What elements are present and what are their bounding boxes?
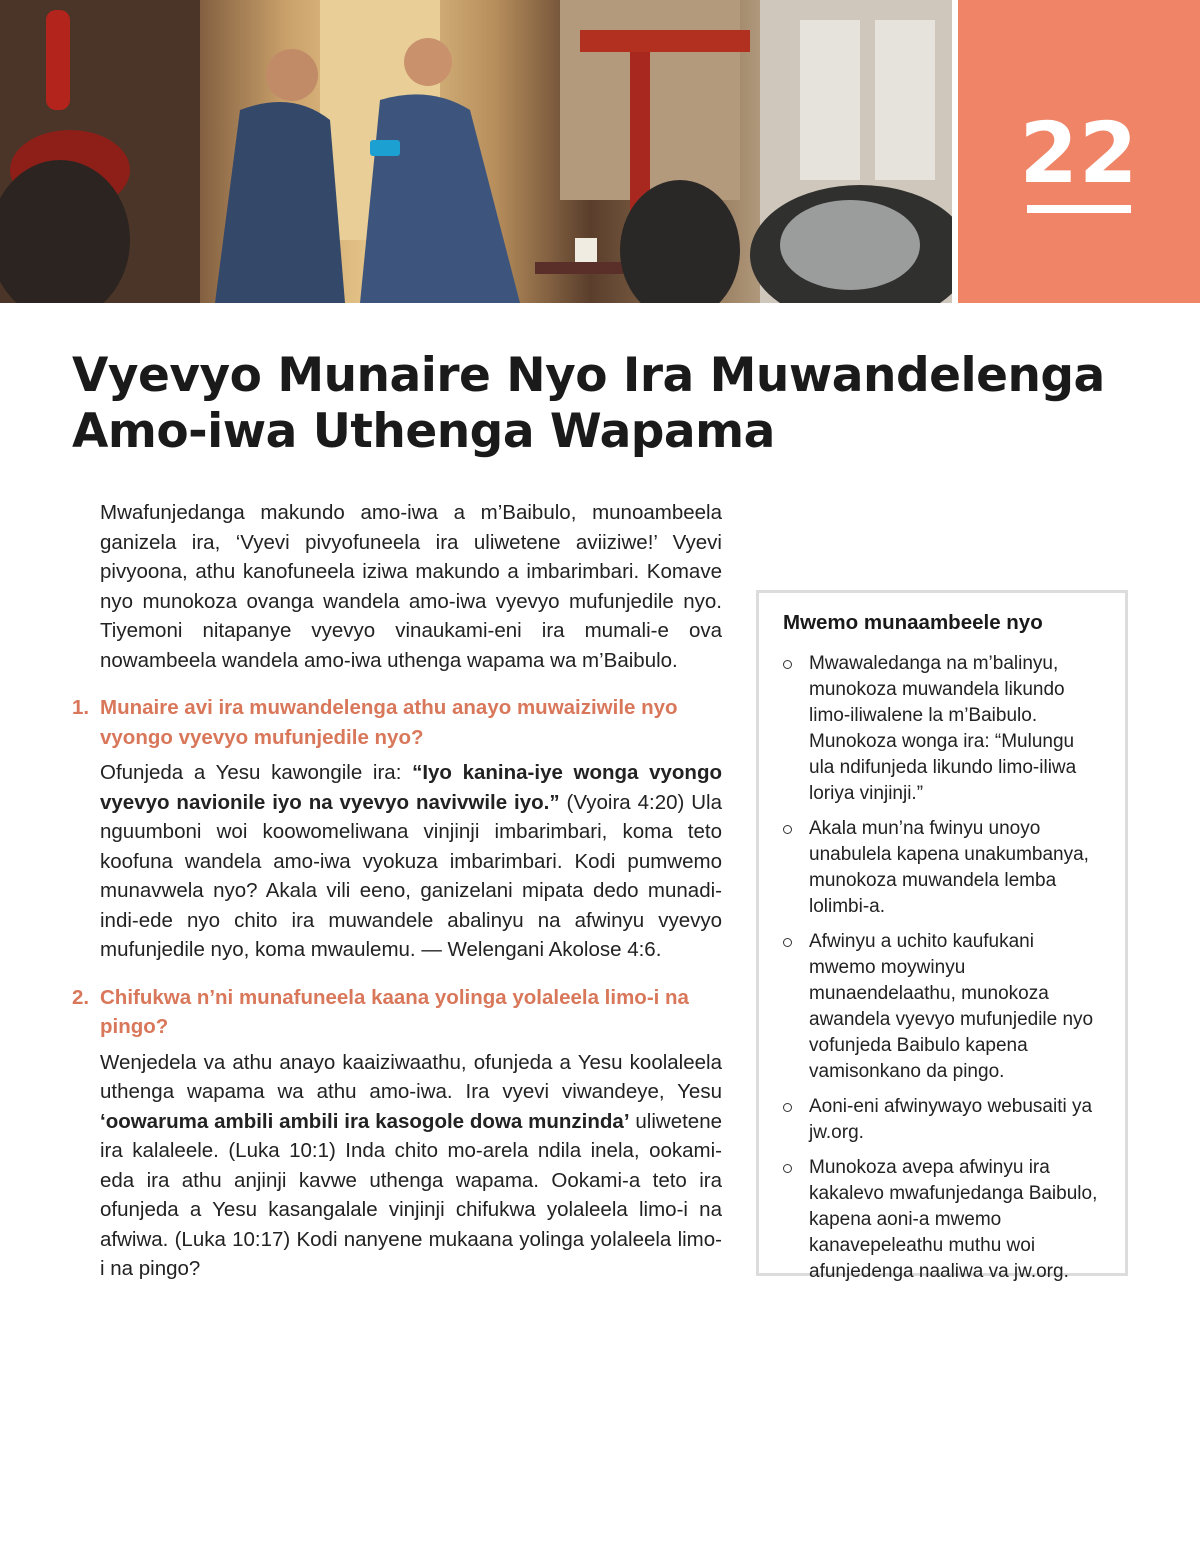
chapter-number: 22 xyxy=(1019,104,1139,202)
bullet-circle-icon xyxy=(783,660,792,669)
page-title: Vyevyo Munaire Nyo Ira Muwandelenga Amo-iwa Uthenga Wapama xyxy=(72,348,1105,459)
bullet-circle-icon xyxy=(783,1103,792,1112)
answer-quote: “Iyo kanina-iye wonga vyongo vyevyo navionile iyo na vyevyo navivwile iyo.” xyxy=(100,761,723,814)
tips-heading: Mwemo munaambeele nyo xyxy=(783,611,1043,634)
tips-list xyxy=(783,651,1101,1285)
bullet-circle-icon xyxy=(783,938,792,947)
list-item xyxy=(783,929,1101,1085)
question-heading xyxy=(72,693,722,752)
tip-text: Munokoza avepa afwinyu ira kakalevo mwafunjedanga Baibulo, kapena aoni-a mwemo kanavepeleathu muthu woi afunjedenga naaliwa va jw.org. xyxy=(809,1157,1098,1282)
list-item xyxy=(783,1094,1101,1146)
answer-paragraph xyxy=(100,758,722,965)
chapter-underline xyxy=(1027,205,1131,213)
garage-scene-illustration xyxy=(0,0,952,303)
answer-text: Wenjedela va athu anayo kaaiziwaathu, ofunjeda a Yesu koolaleela uthenga wapama wa athu amo-iwa. Ira vyevi viwandeye, Yesu xyxy=(100,1050,722,1103)
tip-text: Afwinyu a uchito kaufukani mwemo moywinyu munaendelaathu, munokoza awandela vyevyo mufunjedile nyo vofunjeda Baibulo kapena vamisonkano da pingo. xyxy=(809,931,1094,1082)
bullet-circle-icon xyxy=(783,825,792,834)
main-column xyxy=(72,498,722,1284)
list-item xyxy=(783,651,1101,807)
list-item xyxy=(783,816,1101,920)
question-section-2 xyxy=(72,983,722,1284)
list-item xyxy=(783,1155,1101,1285)
tips-box xyxy=(756,590,1128,1282)
intro-paragraph: Mwafunjedanga makundo amo-iwa a m’Baibulo, munoambeela ganizela ira, ‘Vyevi pivyofuneela ira uliwetene aviiziwe!’ Vyevi pivyoona, athu kanofuneela iziwa makundo a imbarimbari. Komave nyo munokoza ovanga wandela amo-iwa vyevyo mufunjedile nyo. Tiyemoni nitapanye vyevyo vinaukami-eni ira mumali-e ova nowambeela wandela amo-iwa uthenga wapama wa m’Baibulo. xyxy=(100,501,722,672)
header-photo xyxy=(0,0,952,303)
answer-paragraph xyxy=(100,1048,722,1284)
answer-quote: ‘oowaruma ambili ambili ira kasogole dowa munzinda’ xyxy=(100,1109,630,1133)
chapter-badge xyxy=(958,0,1200,303)
answer-text: uliwetene ira kalaleele. (Luka 10:1) Inda chito mo-arela ndila inela, ookami-eda ira athu anjinji kavwe uthenga wapama. Ookami-a teto ira ofunjeda a Yesu kasangalale vinjinji chifukwa yolaleela limo-i na afwiwa. (Luka 10:17) Kodi nanyene mukaana yolinga yolaleela limo-i na pingo? xyxy=(100,1109,723,1280)
tip-text: Akala mun’na fwinyu unoyo unabulela kapena unakumbanya, munokoza muwandela lemba lolimbi-a. xyxy=(809,818,1089,917)
tip-text: Aoni-eni afwinywayo webusaiti ya jw.org. xyxy=(809,1096,1093,1143)
tip-text: Mwawaledanga na m’balinyu, munokoza muwandela likundo limo-iliwalene la m’Baibulo. Munokoza wonga ira: “Mulungu ula ndifunjeda likundo limo-iliwa loriya vinjinji.” xyxy=(809,653,1077,804)
question-number: 2. xyxy=(72,985,90,1009)
bullet-circle-icon xyxy=(783,1164,792,1173)
question-text: Munaire avi ira muwandelenga athu anayo muwaiziwile nyo vyongo vyevyo mufunjedile nyo? xyxy=(100,696,678,749)
answer-text: Ofunjeda a Yesu kawongile ira: xyxy=(100,761,413,784)
question-heading xyxy=(72,983,722,1042)
question-text: Chifukwa n’ni munafuneela kaana yolinga yolaleela limo-i na pingo? xyxy=(100,985,689,1038)
question-section-1 xyxy=(72,693,722,965)
question-number: 1. xyxy=(72,696,90,719)
answer-text: (Vyoira 4:20) Ula nguumboni woi koowomeliwana vinjinji imbarimbari, koma teto koofuna wandela amo-iwa vyokuza imbarimbari. Kodi pumwemo munavwela nyo? Akala vili eeno, ganizelani mipata dedo munadi-indi-ede nyo chito ira muwandele abalinyu na afwinyu vyevyo mufunjedile nyo, koma mwaulemu. — Welengani Akolose 4:6. xyxy=(100,790,723,961)
